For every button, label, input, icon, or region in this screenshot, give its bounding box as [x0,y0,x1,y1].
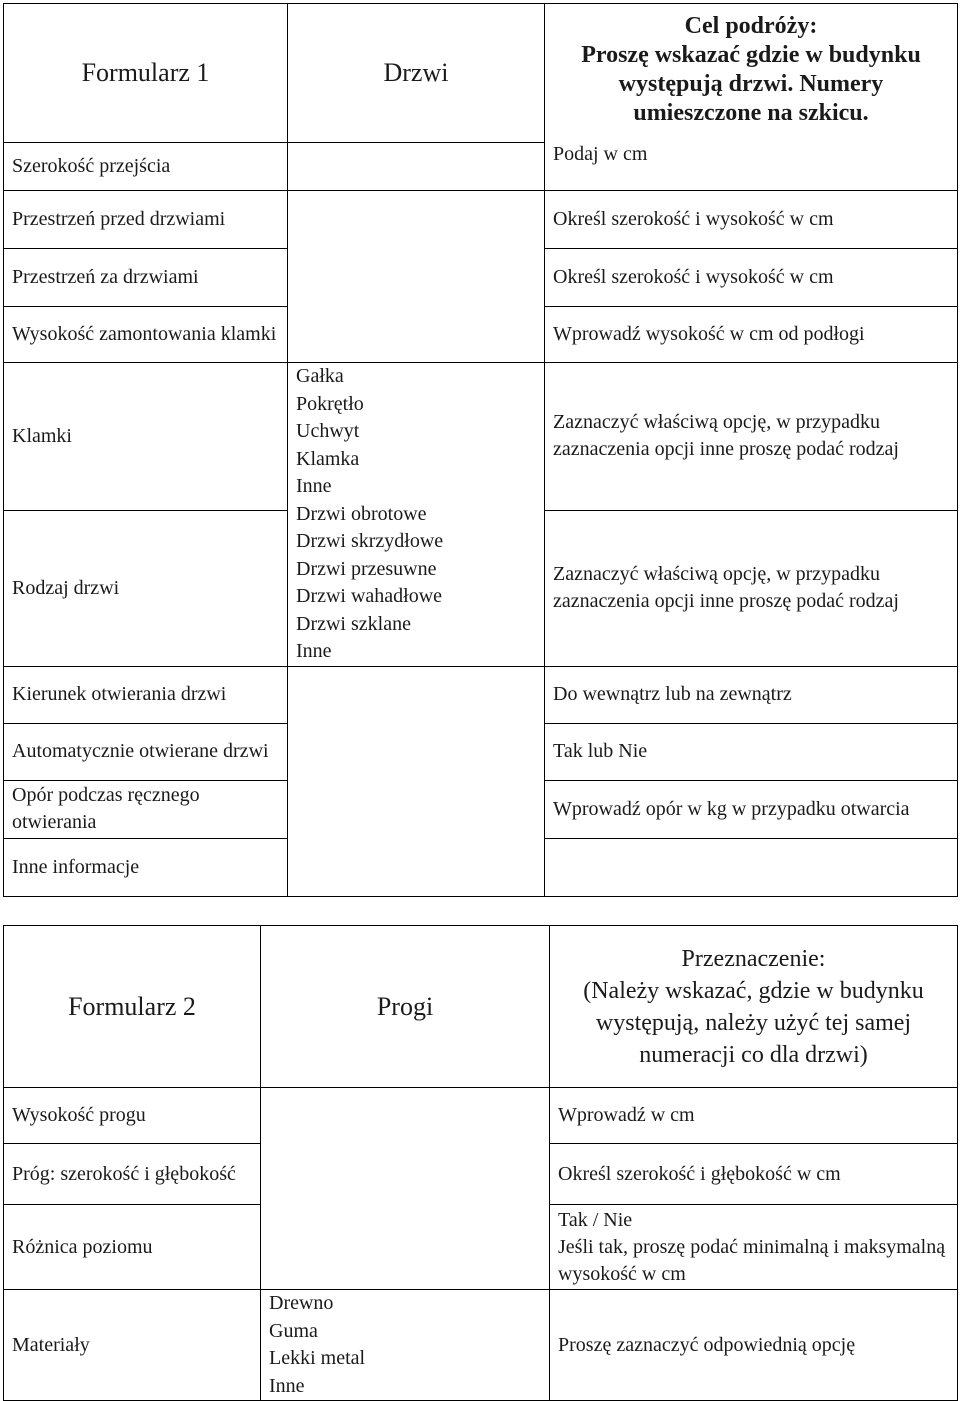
field-label: Przestrzeń przed drzwiami [4,191,288,249]
value-cell[interactable] [288,666,545,896]
material-option[interactable]: Inne [269,1374,305,1397]
material-option[interactable]: Guma [269,1319,318,1342]
material-option[interactable]: Lekki metal [269,1347,366,1369]
value-cell[interactable] [288,143,545,191]
field-label: Automatycznie otwierane drzwi [4,723,288,780]
instruction: Podaj w cm [553,143,648,165]
door-type-option[interactable]: Drzwi szklane [296,612,411,635]
field-label: Rodzaj drzwi [4,510,288,666]
instruction: Określ szerokość i wysokość w cm [545,249,958,307]
form-2-title: Formularz 2 [4,926,261,1088]
instruction-cell [550,1205,958,1290]
field-label: Kierunek otwierania drzwi [4,666,288,723]
instruction: Określ szerokość i głębokość w cm [550,1144,958,1205]
form-1-table [3,3,958,897]
handle-option[interactable]: Gałka [296,365,344,387]
instruction: Zaznaczyć właściwą opcję, w przypadku zaznaczenia opcji inne proszę podać rodzaj [545,510,958,666]
form-1-purpose-text: Proszę wskazać gdzie w budynku występują drzwi. Numery umieszczone na szkicu. [581,42,921,126]
value-cell[interactable] [288,191,545,363]
form-1-category: Drzwi [288,4,545,143]
form-2-purpose-title: Przeznaczenie: [681,945,826,972]
instruction: Do wewnątrz lub na zewnątrz [545,666,958,723]
instruction: Wprowadź w cm [550,1088,958,1144]
instruction: Zaznaczyć właściwą opcję, w przypadku zaznaczenia opcji inne proszę podać rodzaj [545,363,958,511]
instruction: Proszę zaznaczyć odpowiednią opcję [550,1290,958,1401]
field-label: Przestrzeń za drzwiami [4,249,288,307]
material-option[interactable]: Drewno [269,1292,334,1314]
field-label: Wysokość zamontowania klamki [4,307,288,363]
options-cell [261,1290,550,1401]
options-cell [288,363,545,667]
field-label: Wysokość progu [4,1088,261,1144]
instruction: Tak / Nie [558,1208,633,1231]
instruction: Wprowadź wysokość w cm od podłogi [545,307,958,363]
instruction [545,838,958,896]
handle-option[interactable]: Uchwyt [296,420,360,442]
field-label: Inne informacje [4,838,288,896]
form-1-purpose-cell [545,4,958,191]
instruction: Wprowadź opór w kg w przypadku otwarcia [545,780,958,838]
field-label: Szerokość przejścia [4,143,288,191]
instruction: Określ szerokość i wysokość w cm [545,191,958,249]
field-label: Próg: szerokość i głębokość [4,1144,261,1205]
door-type-option[interactable]: Drzwi wahadłowe [296,585,443,607]
field-label: Materiały [4,1290,261,1401]
form-2-purpose-cell [550,926,958,1088]
door-type-option[interactable]: Drzwi obrotowe [296,502,427,525]
handle-option[interactable]: Klamka [296,447,360,470]
handle-option[interactable]: Pokrętło [296,392,364,415]
door-type-option[interactable]: Inne [296,640,332,662]
form-1-purpose-title: Cel podróży: [684,13,818,39]
value-cell[interactable] [261,1088,550,1290]
form-2-category: Progi [261,926,550,1088]
instruction: Jeśli tak, proszę podać minimalną i maksymalną wysokość w cm [558,1235,946,1285]
instruction: Tak lub Nie [545,723,958,780]
door-type-option[interactable]: Drzwi skrzydłowe [296,530,444,552]
door-type-option[interactable]: Drzwi przesuwne [296,557,437,580]
field-label: Różnica poziomu [4,1205,261,1290]
form-2-purpose-text: (Należy wskazać, gdzie w budynku występują, należy użyć tej samej numeracji co dla drzwi) [583,977,924,1068]
field-label: Klamki [4,363,288,511]
field-label: Opór podczas ręcznego otwierania [4,780,288,838]
form-2-table [3,925,958,1401]
handle-option[interactable]: Inne [296,475,332,497]
form-1-title: Formularz 1 [4,4,288,143]
